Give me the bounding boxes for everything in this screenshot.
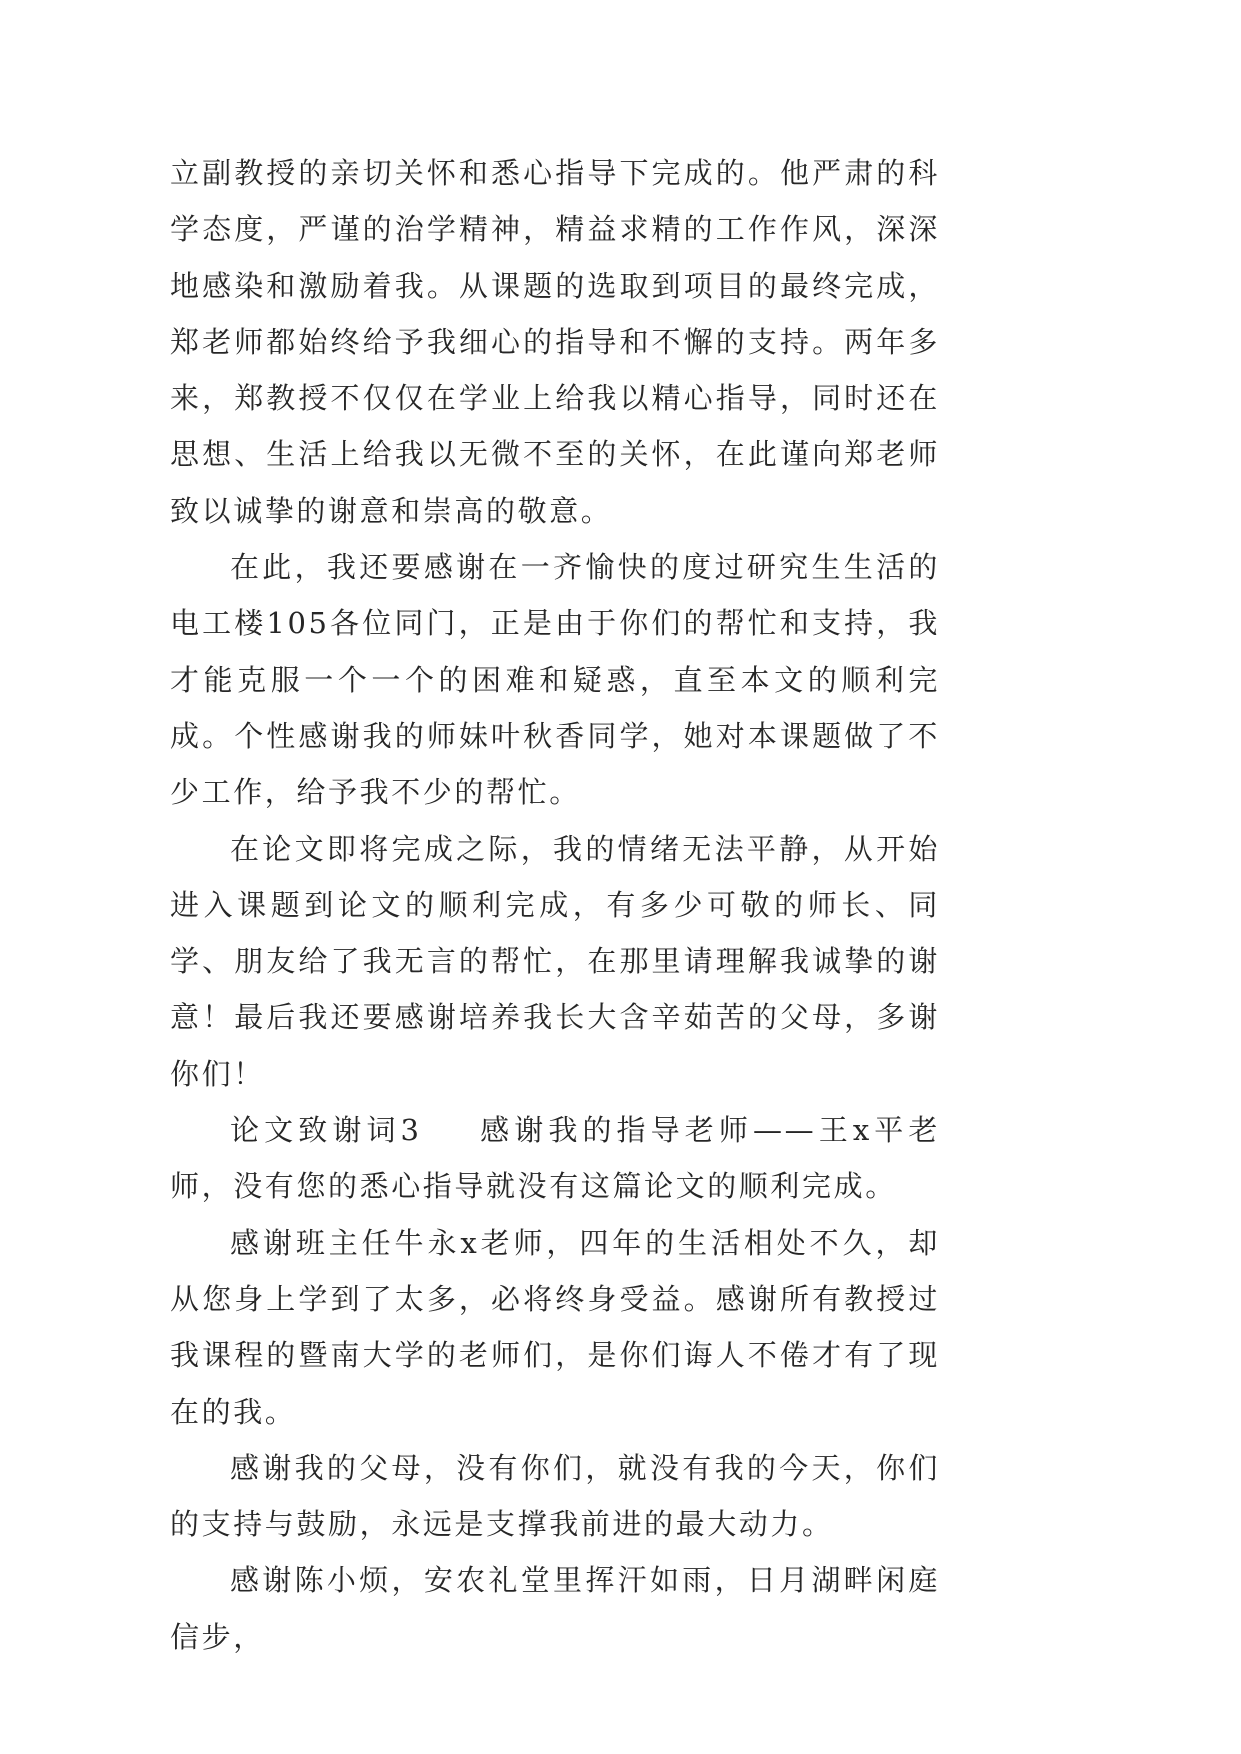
section-title: 论文致谢词3 [230, 1113, 422, 1148]
paragraph-section-heading [170, 1102, 940, 1215]
document-body [170, 145, 940, 1665]
section-first-sentence: 感谢我的指导老师——王x平老师，没有您的悉心指导就没有这篇论文的顺利完成。 [170, 1113, 940, 1204]
paragraph-head-teacher-thanks: 感谢班主任牛永x老师，四年的生活相处不久，却从您身上学到了太多，必将终身受益。感谢所有教授过我课程的暨南大学的老师们，是你们诲人不倦才有了现在的我。 [170, 1225, 940, 1429]
paragraph-closing-thanks: 在论文即将完成之际，我的情绪无法平静，从开始进入课题到论文的顺利完成，有多少可敬的师长、同学、朋友给了我无言的帮忙，在那里请理解我诚挚的谢意！最后我还要感谢培养我长大含辛茹苦的父母，多谢你们！ [170, 831, 940, 1091]
paragraph-parents-thanks: 感谢我的父母，没有你们，就没有我的今天，你们的支持与鼓励，永远是支撑我前进的最大动力。 [170, 1450, 940, 1542]
paragraph-friend-thanks: 感谢陈小烦，安农礼堂里挥汗如雨，日月湖畔闲庭信步， [170, 1563, 940, 1654]
paragraph-advisor-thanks: 立副教授的亲切关怀和悉心指导下完成的。他严肃的科学态度，严谨的治学精神，精益求精的工作作风，深深地感染和激励着我。从课题的选取到项目的最终完成，郑老师都始终给予我细心的指导和不懈的支持。两年多来，郑教授不仅仅在学业上给我以精心指导，同时还在思想、生活上给我以无微不至的关怀，在此谨向郑老师致以诚挚的谢意和崇高的敬意。 [170, 156, 940, 528]
paragraph-classmates-thanks: 在此，我还要感谢在一齐愉快的度过研究生生活的电工楼105各位同门，正是由于你们的帮忙和支持，我才能克服一个一个的困难和疑惑，直至本文的顺利完成。个性感谢我的师妹叶秋香同学，她对本课题做了不少工作，给予我不少的帮忙。 [170, 550, 940, 810]
